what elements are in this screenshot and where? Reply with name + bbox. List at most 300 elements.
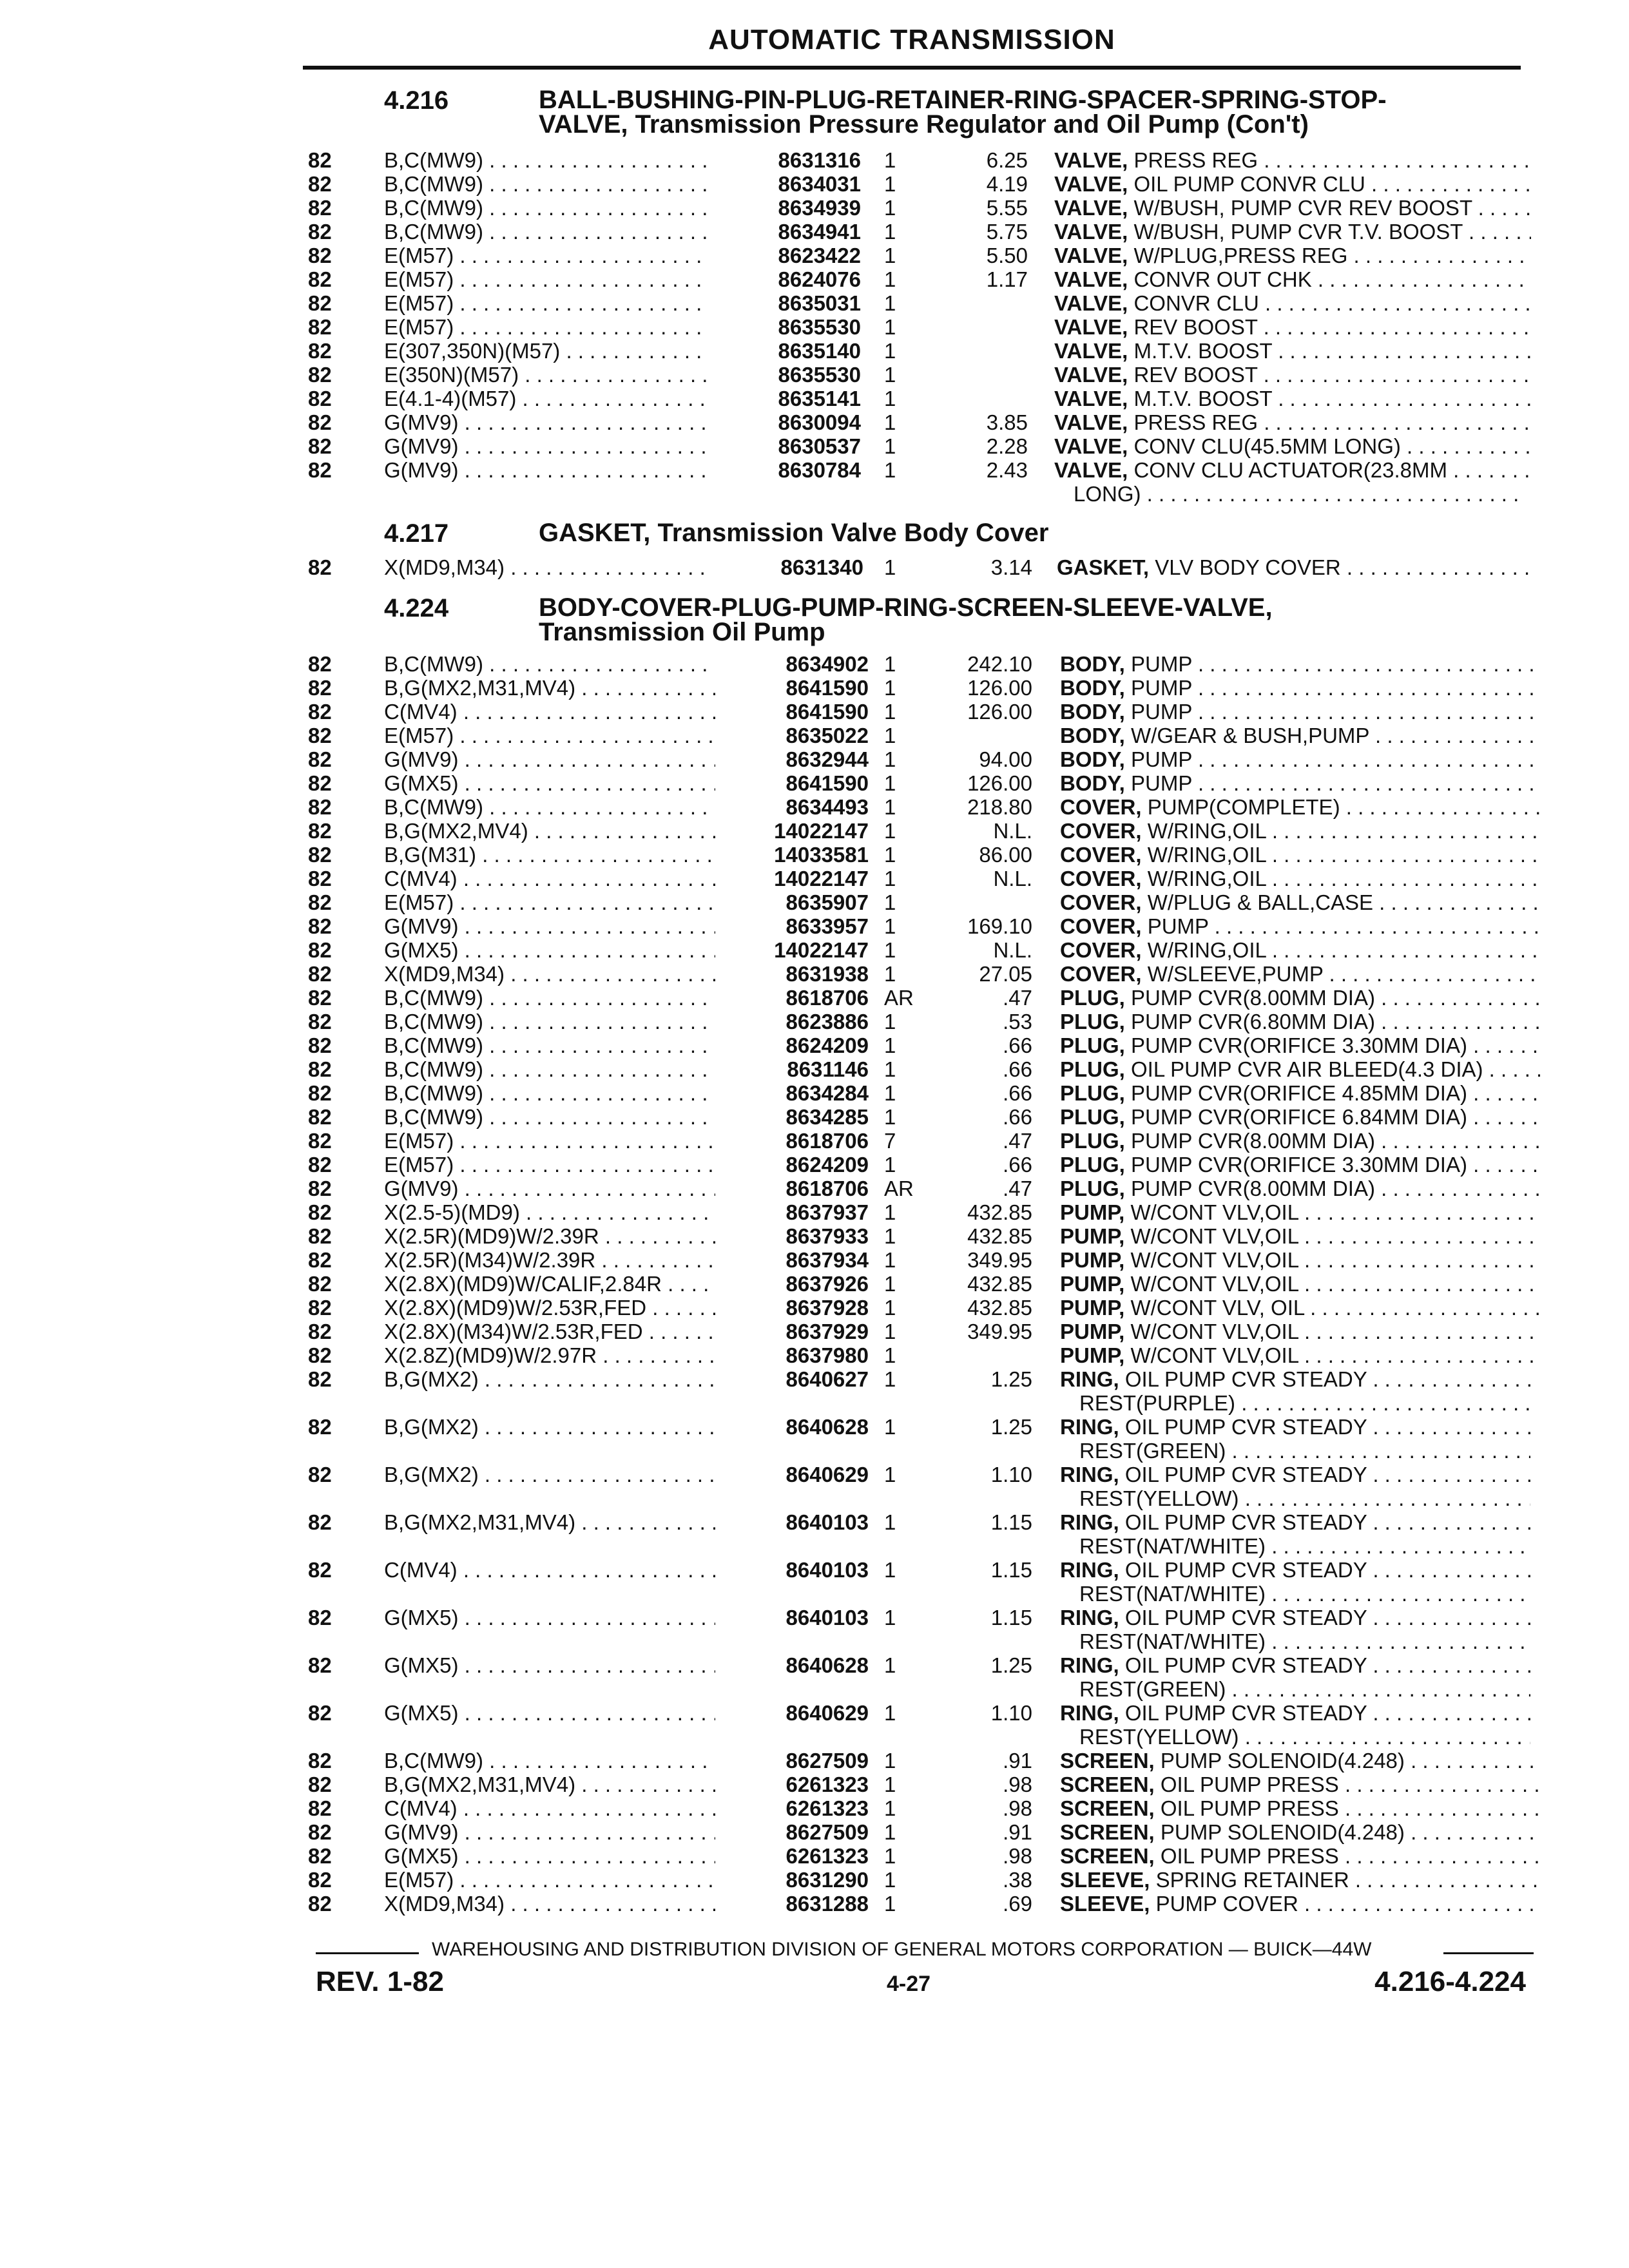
table-row xyxy=(0,1296,1629,1320)
table-row xyxy=(0,1463,1629,1510)
part-name: RING, xyxy=(1060,1463,1119,1486)
part-number: 8624209 xyxy=(715,1153,869,1177)
quantity: 1 xyxy=(884,1296,896,1320)
table-row xyxy=(0,1105,1629,1129)
part-description xyxy=(1054,363,1531,387)
part-number: 8637937 xyxy=(715,1200,869,1224)
quantity: AR xyxy=(884,986,914,1010)
quantity: 1 xyxy=(884,1320,896,1343)
part-description xyxy=(1060,1343,1540,1367)
part-number: 8631146 xyxy=(715,1057,869,1081)
price: 1.15 xyxy=(990,1558,1032,1582)
part-number: 8623422 xyxy=(708,244,861,267)
quantity: 1 xyxy=(884,867,896,890)
model-code: C(MV4) . . . xyxy=(384,1558,726,1582)
part-name: PUMP, xyxy=(1060,1224,1125,1248)
part-name: BODY, xyxy=(1060,724,1125,747)
part-name: COVER, xyxy=(1060,914,1142,938)
part-number: 8627509 xyxy=(715,1749,869,1773)
quantity: 1 xyxy=(884,1892,896,1916)
table-row xyxy=(0,1701,1629,1749)
part-description xyxy=(1060,676,1540,700)
table-row xyxy=(0,410,1629,434)
quantity: 1 xyxy=(884,1081,896,1105)
part-description xyxy=(1060,1200,1540,1224)
quantity: 1 xyxy=(884,1415,896,1439)
price: .47 xyxy=(1003,986,1032,1010)
model-code: B,C(MW9) . . . xyxy=(384,1057,726,1081)
model-code: X(2.8X)(MD9)W/CALIF,2.84R . . . xyxy=(384,1272,726,1296)
model-year: 82 xyxy=(308,458,332,482)
model-code: E(M57) . . . xyxy=(384,724,726,747)
model-year: 82 xyxy=(308,938,332,962)
quantity: 1 xyxy=(884,244,896,267)
part-number: 8631288 xyxy=(715,1892,869,1916)
part-detail: W/PLUG & BALL,CASE xyxy=(1147,890,1373,914)
quantity: 1 xyxy=(884,1463,896,1486)
part-name: SLEEVE, xyxy=(1060,1868,1150,1892)
model-code: B,C(MW9) . . . xyxy=(384,1010,726,1033)
part-detail: PUMP CVR(8.00MM DIA) xyxy=(1131,1177,1375,1200)
quantity: 1 xyxy=(884,458,896,482)
quantity: 1 xyxy=(884,1868,896,1892)
part-description xyxy=(1060,700,1540,724)
part-name: PLUG, xyxy=(1060,1033,1125,1057)
model-year: 82 xyxy=(308,1272,332,1296)
part-name: VALVE, xyxy=(1054,267,1128,291)
quantity: 1 xyxy=(884,172,896,196)
part-detail: M.T.V. BOOST xyxy=(1133,387,1273,410)
part-name: PUMP, xyxy=(1060,1343,1125,1367)
part-description xyxy=(1060,1844,1540,1868)
table-row xyxy=(0,291,1629,315)
quantity: 1 xyxy=(884,890,896,914)
quantity: 1 xyxy=(884,962,896,986)
table-row xyxy=(0,1081,1629,1105)
part-detail: W/CONT VLV, OIL xyxy=(1130,1296,1305,1320)
part-number: 8640629 xyxy=(715,1463,869,1486)
part-detail: SPRING RETAINER xyxy=(1155,1868,1349,1892)
part-detail: PUMP SOLENOID(4.248) xyxy=(1160,1749,1405,1773)
model-year: 82 xyxy=(308,148,332,172)
page-number: 4-27 xyxy=(886,1972,931,1996)
part-number: 8624076 xyxy=(708,267,861,291)
table-row xyxy=(0,1057,1629,1081)
part-number: 6261323 xyxy=(715,1844,869,1868)
table-row xyxy=(0,747,1629,771)
part-name: VALVE, xyxy=(1054,148,1128,172)
part-number: 8637934 xyxy=(715,1248,869,1272)
model-year: 82 xyxy=(308,1701,332,1725)
part-description xyxy=(1057,555,1534,579)
quantity: 1 xyxy=(884,652,896,676)
part-number: 8631938 xyxy=(715,962,869,986)
part-description xyxy=(1060,819,1540,843)
part-detail: OIL PUMP CVR STEADY xyxy=(1124,1606,1367,1629)
part-description xyxy=(1060,1653,1540,1677)
part-description xyxy=(1060,914,1540,938)
quantity: 1 xyxy=(884,1343,896,1367)
part-name: PUMP, xyxy=(1060,1272,1125,1296)
table-row xyxy=(0,1367,1629,1415)
running-head: AUTOMATIC TRANSMISSION xyxy=(708,24,1115,55)
part-name: SCREEN, xyxy=(1060,1773,1155,1796)
price: 432.85 xyxy=(967,1272,1032,1296)
model-year: 82 xyxy=(308,1749,332,1773)
table-row xyxy=(0,819,1629,843)
quantity: 1 xyxy=(884,1844,896,1868)
model-year: 82 xyxy=(308,1224,332,1248)
model-year: 82 xyxy=(308,914,332,938)
part-detail: CONV CLU ACTUATOR(23.8MM xyxy=(1133,458,1447,482)
part-detail: PRESS REG xyxy=(1133,410,1258,434)
price: 432.85 xyxy=(967,1200,1032,1224)
part-name: COVER, xyxy=(1060,843,1142,867)
table-row xyxy=(0,1844,1629,1868)
part-description xyxy=(1054,458,1531,482)
part-number: 8618706 xyxy=(715,986,869,1010)
table-row xyxy=(0,986,1629,1010)
part-number: 8637926 xyxy=(715,1272,869,1296)
part-detail: W/CONT VLV,OIL xyxy=(1130,1224,1298,1248)
table-row xyxy=(0,339,1629,363)
price: 1.25 xyxy=(990,1653,1032,1677)
quantity: 1 xyxy=(884,1272,896,1296)
price: 2.28 xyxy=(986,434,1028,458)
part-detail: W/RING,OIL xyxy=(1147,938,1266,962)
model-year: 82 xyxy=(308,1343,332,1367)
part-number: 8618706 xyxy=(715,1177,869,1200)
part-name: VALVE, xyxy=(1054,244,1128,267)
part-description xyxy=(1054,339,1531,363)
part-name: BODY, xyxy=(1060,700,1125,724)
model-year: 82 xyxy=(308,196,332,220)
model-code: G(MX5) . . . xyxy=(384,938,726,962)
model-year: 82 xyxy=(308,819,332,843)
table-row xyxy=(0,1224,1629,1248)
model-year: 82 xyxy=(308,652,332,676)
model-year: 82 xyxy=(308,244,332,267)
part-number: 8634493 xyxy=(715,795,869,819)
part-number: 8635022 xyxy=(715,724,869,747)
part-detail: REV BOOST xyxy=(1133,315,1258,339)
part-name: RING, xyxy=(1060,1653,1119,1677)
part-description xyxy=(1054,148,1531,172)
part-number: 8635141 xyxy=(708,387,861,410)
part-name: VALVE, xyxy=(1054,315,1128,339)
part-name: VALVE, xyxy=(1054,339,1128,363)
model-year: 82 xyxy=(308,410,332,434)
price: .66 xyxy=(1003,1057,1032,1081)
part-description xyxy=(1060,1296,1540,1320)
part-description xyxy=(1054,434,1531,458)
part-description xyxy=(1060,1057,1540,1081)
part-number: 14022147 xyxy=(715,938,869,962)
part-number: 8635907 xyxy=(715,890,869,914)
price: 1.25 xyxy=(990,1415,1032,1439)
model-code: G(MX5) . . . xyxy=(384,1701,726,1725)
model-year: 82 xyxy=(308,843,332,867)
part-detail: PUMP xyxy=(1147,914,1209,938)
model-year: 82 xyxy=(308,724,332,747)
part-name: COVER, xyxy=(1060,795,1142,819)
price: .91 xyxy=(1003,1749,1032,1773)
part-name: RING, xyxy=(1060,1701,1119,1725)
quantity: 1 xyxy=(884,700,896,724)
part-description-continued: REST(NAT/WHITE) . . . xyxy=(1079,1582,1530,1606)
table-row xyxy=(0,315,1629,339)
quantity: 1 xyxy=(884,410,896,434)
part-detail: OIL PUMP CVR STEADY xyxy=(1124,1653,1367,1677)
model-code: B,C(MW9) . . . xyxy=(384,1081,726,1105)
quantity: 1 xyxy=(884,1606,896,1629)
model-year: 82 xyxy=(308,890,332,914)
section-number: 4.224 xyxy=(384,594,449,622)
table-row xyxy=(0,1010,1629,1033)
table-row xyxy=(0,434,1629,458)
model-code: G(MV9) . . . xyxy=(384,914,726,938)
part-number: 14022147 xyxy=(715,867,869,890)
table-row xyxy=(0,962,1629,986)
section-title-line: Transmission Oil Pump xyxy=(539,618,825,646)
part-description xyxy=(1060,890,1540,914)
part-description xyxy=(1054,410,1531,434)
model-year: 82 xyxy=(308,1558,332,1582)
model-code: G(MV9) . . . xyxy=(384,410,726,434)
price: N.L. xyxy=(993,938,1032,962)
part-number: 8631316 xyxy=(708,148,861,172)
model-code: X(2.8Z)(MD9)W/2.97R . . . xyxy=(384,1343,726,1367)
quantity: 7 xyxy=(884,1129,896,1153)
part-name: RING, xyxy=(1060,1510,1119,1534)
price: .98 xyxy=(1003,1796,1032,1820)
part-number: 8635530 xyxy=(708,363,861,387)
part-description-continued: REST(NAT/WHITE) . . . xyxy=(1079,1534,1530,1558)
part-number: 8634939 xyxy=(708,196,861,220)
model-code: G(MV9) . . . xyxy=(384,458,726,482)
part-name: COVER, xyxy=(1060,890,1142,914)
part-detail: W/CONT VLV,OIL xyxy=(1130,1200,1298,1224)
table-row xyxy=(0,1749,1629,1773)
model-code: G(MV9) . . . xyxy=(384,434,726,458)
part-name: RING, xyxy=(1060,1367,1119,1391)
part-number: 8640627 xyxy=(715,1367,869,1391)
price: .98 xyxy=(1003,1844,1032,1868)
quantity: AR xyxy=(884,1177,914,1200)
price: 1.10 xyxy=(990,1701,1032,1725)
model-code: E(M57) . . . xyxy=(384,315,726,339)
part-name: PUMP, xyxy=(1060,1200,1125,1224)
part-description-continued: REST(GREEN) . . . xyxy=(1079,1439,1530,1463)
part-detail: PUMP CVR(ORIFICE 3.30MM DIA) xyxy=(1131,1033,1467,1057)
part-number: 8633957 xyxy=(715,914,869,938)
price: 27.05 xyxy=(979,962,1032,986)
part-name: COVER, xyxy=(1060,819,1142,843)
price: 1.15 xyxy=(990,1606,1032,1629)
part-detail: OIL PUMP CVR STEADY xyxy=(1124,1367,1367,1391)
table-row xyxy=(0,244,1629,267)
model-code: G(MX5) . . . xyxy=(384,1844,726,1868)
model-code: B,G(MX2) . . . xyxy=(384,1367,726,1391)
part-description xyxy=(1054,196,1531,220)
model-year: 82 xyxy=(308,291,332,315)
part-detail: PUMP CVR(8.00MM DIA) xyxy=(1131,1129,1375,1153)
part-name: GASKET, xyxy=(1057,555,1150,579)
table-row xyxy=(0,843,1629,867)
part-detail: W/GEAR & BUSH,PUMP xyxy=(1131,724,1369,747)
part-description xyxy=(1060,1367,1540,1391)
quantity: 1 xyxy=(884,1749,896,1773)
table-row xyxy=(0,1153,1629,1177)
model-year: 82 xyxy=(308,220,332,244)
quantity: 1 xyxy=(884,220,896,244)
part-number: 8634285 xyxy=(715,1105,869,1129)
part-detail: OIL PUMP PRESS xyxy=(1160,1773,1339,1796)
price: 1.17 xyxy=(986,267,1028,291)
part-description xyxy=(1060,1033,1540,1057)
part-name: PLUG, xyxy=(1060,1105,1125,1129)
part-number: 8640103 xyxy=(715,1510,869,1534)
section-title-line: GASKET, Transmission Valve Body Cover xyxy=(539,519,1049,547)
quantity: 1 xyxy=(884,724,896,747)
part-detail: OIL PUMP PRESS xyxy=(1160,1796,1339,1820)
part-description xyxy=(1060,1773,1540,1796)
model-year: 82 xyxy=(308,1105,332,1129)
table-row xyxy=(0,387,1629,410)
model-code: B,G(MX2) . . . xyxy=(384,1463,726,1486)
part-description xyxy=(1060,1892,1540,1916)
part-number: 8630094 xyxy=(708,410,861,434)
quantity: 1 xyxy=(884,1200,896,1224)
model-code: B,C(MW9) . . . xyxy=(384,1749,726,1773)
part-description xyxy=(1060,962,1540,986)
quantity: 1 xyxy=(884,1510,896,1534)
model-year: 82 xyxy=(308,1510,332,1534)
model-year: 82 xyxy=(308,1415,332,1439)
price: 169.10 xyxy=(967,914,1032,938)
model-code: B,C(MW9) . . . xyxy=(384,986,726,1010)
quantity: 1 xyxy=(884,843,896,867)
part-description xyxy=(1054,315,1531,339)
part-number: 8640628 xyxy=(715,1653,869,1677)
part-name: VALVE, xyxy=(1054,196,1128,220)
price: 432.85 xyxy=(967,1296,1032,1320)
quantity: 1 xyxy=(884,434,896,458)
section-title-line: VALVE, Transmission Pressure Regulator and Oil Pump (Con't) xyxy=(539,110,1309,139)
part-detail: W/CONT VLV,OIL xyxy=(1130,1343,1298,1367)
part-number: 14022147 xyxy=(715,819,869,843)
part-number: 8631340 xyxy=(710,555,863,579)
part-description xyxy=(1060,795,1540,819)
part-description xyxy=(1054,267,1531,291)
part-name: VALVE, xyxy=(1054,410,1128,434)
part-number: 8637929 xyxy=(715,1320,869,1343)
model-code: E(M57) . . . xyxy=(384,291,726,315)
model-year: 82 xyxy=(308,700,332,724)
model-code: E(M57) . . . xyxy=(384,1153,726,1177)
part-description xyxy=(1060,1701,1540,1725)
model-year: 82 xyxy=(308,1057,332,1081)
table-row xyxy=(0,148,1629,172)
model-code: B,C(MW9) . . . xyxy=(384,172,726,196)
model-code: G(MV9) . . . xyxy=(384,1177,726,1200)
model-code: G(MX5) . . . xyxy=(384,771,726,795)
table-row xyxy=(0,1558,1629,1606)
footer-rule-right xyxy=(1443,1952,1534,1954)
part-detail: OIL PUMP CVR STEADY xyxy=(1124,1558,1367,1582)
table-row xyxy=(0,1868,1629,1892)
model-code: X(MD9,M34) . . . xyxy=(384,555,726,579)
model-year: 82 xyxy=(308,986,332,1010)
part-detail: PUMP CVR(ORIFICE 6.84MM DIA) xyxy=(1131,1105,1467,1129)
part-number: 8631290 xyxy=(715,1868,869,1892)
quantity: 1 xyxy=(884,1820,896,1844)
model-year: 82 xyxy=(308,676,332,700)
part-detail: PUMP xyxy=(1131,747,1192,771)
part-description-continued: REST(NAT/WHITE) . . . xyxy=(1079,1629,1530,1653)
revision-label: REV. 1-82 xyxy=(316,1966,444,1997)
part-description xyxy=(1060,1272,1540,1296)
model-code: G(MX5) . . . xyxy=(384,1653,726,1677)
table-row xyxy=(0,1606,1629,1653)
part-description xyxy=(1054,291,1531,315)
part-name: SCREEN, xyxy=(1060,1820,1155,1844)
part-name: BODY, xyxy=(1060,652,1125,676)
part-name: PUMP, xyxy=(1060,1320,1125,1343)
table-row xyxy=(0,555,1629,579)
part-number: 8627509 xyxy=(715,1820,869,1844)
part-description-continued: REST(PURPLE) . . . xyxy=(1079,1391,1530,1415)
price: 3.14 xyxy=(990,555,1032,579)
part-number: 8641590 xyxy=(715,676,869,700)
price: 3.85 xyxy=(986,410,1028,434)
model-year: 82 xyxy=(308,1796,332,1820)
quantity: 1 xyxy=(884,196,896,220)
quantity: 1 xyxy=(884,914,896,938)
price: 242.10 xyxy=(967,652,1032,676)
table-row xyxy=(0,172,1629,196)
price: .98 xyxy=(1003,1773,1032,1796)
table-row xyxy=(0,652,1629,676)
part-description xyxy=(1060,771,1540,795)
price: .38 xyxy=(1003,1868,1032,1892)
part-number: 8641590 xyxy=(715,771,869,795)
quantity: 1 xyxy=(884,1010,896,1033)
quantity: 1 xyxy=(884,1153,896,1177)
model-year: 82 xyxy=(308,867,332,890)
model-year: 82 xyxy=(308,747,332,771)
part-description xyxy=(1060,1749,1540,1773)
model-year: 82 xyxy=(308,1773,332,1796)
footer-division: WAREHOUSING AND DISTRIBUTION DIVISION OF GENERAL MOTORS CORPORATION — BUICK—44W xyxy=(432,1939,1372,1960)
part-description xyxy=(1060,1415,1540,1439)
table-row xyxy=(0,196,1629,220)
price: 6.25 xyxy=(986,148,1028,172)
part-description xyxy=(1060,1320,1540,1343)
part-description-continued: REST(GREEN) . . . xyxy=(1079,1677,1530,1701)
price: 126.00 xyxy=(967,771,1032,795)
part-name: RING, xyxy=(1060,1606,1119,1629)
part-number: 8637980 xyxy=(715,1343,869,1367)
table-row xyxy=(0,363,1629,387)
model-code: E(M57) . . . xyxy=(384,244,726,267)
section-title xyxy=(539,88,1525,137)
part-name: PUMP, xyxy=(1060,1248,1125,1272)
part-number: 14033581 xyxy=(715,843,869,867)
part-description xyxy=(1054,387,1531,410)
part-detail: REV BOOST xyxy=(1133,363,1258,387)
part-description xyxy=(1060,1081,1540,1105)
